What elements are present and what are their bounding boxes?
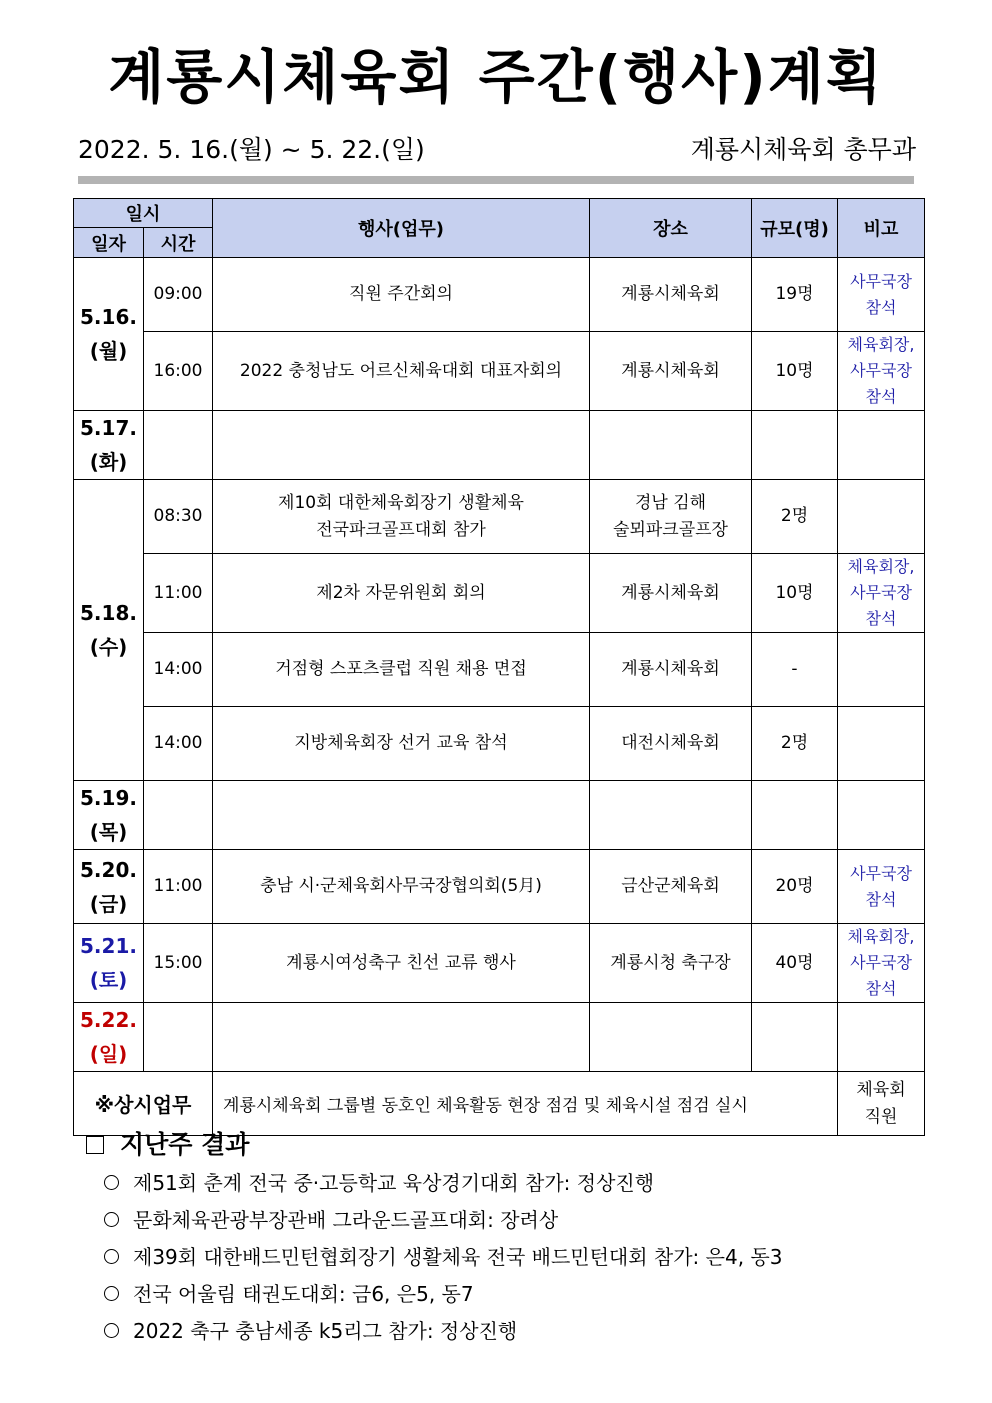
list-item	[86, 1239, 916, 1276]
schedule-body	[74, 258, 925, 1136]
remark-text: 사무국장	[850, 583, 912, 602]
list-item-text: 제39회 대한배드민턴협회장기 생활체육 전국 배드민턴대회 참가: 은4, 동3	[133, 1245, 783, 1269]
time-cell	[144, 850, 213, 924]
event-cell	[213, 411, 590, 480]
scale-cell	[752, 781, 838, 850]
time-cell	[144, 1003, 213, 1072]
place-text: 경남 김해	[634, 492, 707, 513]
weekday-text: (토)	[89, 968, 128, 992]
time-cell	[144, 924, 213, 1003]
always-text: 계룡시체육회 그룹별 동호인 체육활동 현장 점검 및 체육시설 점검 실시	[213, 1072, 838, 1136]
scale-text: 10명	[775, 582, 814, 603]
time-cell	[144, 258, 213, 332]
time-text: 08:30	[153, 506, 203, 526]
scale-text: 2명	[780, 506, 809, 526]
scale-text: 2명	[780, 733, 809, 753]
header-date: 일자	[74, 228, 144, 258]
place-cell	[590, 332, 752, 411]
last-week-list	[86, 1165, 916, 1350]
remark-text: 사무국장	[850, 863, 912, 883]
table-row	[74, 258, 925, 332]
schedule-table	[73, 198, 925, 1136]
header-remark: 비고	[838, 199, 925, 258]
place-cell	[590, 781, 752, 850]
place-cell	[590, 480, 752, 554]
remark-text: 참석	[865, 609, 897, 628]
table-row	[74, 480, 925, 554]
place-cell	[590, 850, 752, 924]
date-cell	[74, 411, 144, 480]
place-cell	[590, 1003, 752, 1072]
place-cell	[590, 554, 752, 633]
time-text: 16:00	[153, 360, 203, 381]
time-text: 11:00	[153, 582, 203, 603]
time-text: 09:00	[153, 284, 203, 304]
remark-text: 체육회장,	[847, 335, 915, 354]
date-cell	[74, 480, 144, 781]
table-row	[74, 633, 925, 707]
always-remark-text: 체육회	[856, 1079, 906, 1100]
header-time: 시간	[144, 228, 213, 258]
circle-bullet-icon	[104, 1175, 119, 1190]
remark-text: 참석	[865, 297, 897, 317]
scale-cell	[752, 707, 838, 781]
time-cell	[144, 332, 213, 411]
time-cell	[144, 707, 213, 781]
table-row	[74, 411, 925, 480]
date-cell	[74, 781, 144, 850]
weekday-text: (금)	[89, 891, 128, 916]
remark-text: 체육회장,	[847, 927, 915, 946]
event-cell	[213, 707, 590, 781]
table-row	[74, 924, 925, 1003]
circle-bullet-icon	[104, 1286, 119, 1301]
weekday-text: (월)	[89, 339, 128, 363]
scale-cell	[752, 411, 838, 480]
list-item-text: 전국 어울림 태권도대회: 금6, 은5, 동7	[133, 1282, 474, 1306]
scale-cell	[752, 554, 838, 633]
event-cell	[213, 1003, 590, 1072]
place-text: 계룡시체육회	[621, 360, 720, 381]
place-cell	[590, 924, 752, 1003]
table-row	[74, 850, 925, 924]
last-week-section	[86, 1125, 916, 1350]
event-text: 2022 충청남도 어르신체육대회 대표자회의	[239, 360, 563, 381]
always-remark-text: 직원	[864, 1106, 898, 1127]
remark-cell	[838, 258, 925, 332]
header-event: 행사(업무)	[213, 199, 590, 258]
place-text: 계룡시체육회	[621, 582, 720, 603]
list-item	[86, 1313, 916, 1350]
event-text: 지방체육회장 선거 교육 참석	[294, 733, 508, 753]
scale-cell	[752, 1003, 838, 1072]
remark-cell	[838, 781, 925, 850]
event-cell	[213, 633, 590, 707]
date-text: 5.16.	[80, 305, 137, 329]
last-week-title	[86, 1125, 916, 1165]
scale-cell	[752, 332, 838, 411]
event-text: 직원 주간회의	[349, 284, 453, 304]
date-text: 5.17.	[80, 416, 137, 440]
period-text: 2022. 5. 16.(월) ~ 5. 22.(일)	[78, 135, 425, 164]
time-text: 15:00	[153, 952, 203, 973]
header-scale: 규모(명)	[752, 199, 838, 258]
scale-cell	[752, 924, 838, 1003]
date-cell	[74, 258, 144, 411]
page-title: 계룡시체육회 주간(행사)계획	[108, 43, 884, 111]
date-text: 5.18.	[80, 601, 137, 625]
list-item-text: 문화체육관광부장관배 그라운드골프대회: 장려상	[133, 1208, 559, 1232]
place-text: 금산군체육회	[621, 876, 720, 896]
event-text: 계룡시여성축구 친선 교류 행사	[286, 952, 516, 973]
event-cell	[213, 554, 590, 633]
circle-bullet-icon	[104, 1323, 119, 1338]
scale-text: -	[791, 659, 798, 679]
weekday-text: (목)	[89, 820, 128, 844]
scale-text: 40명	[775, 952, 814, 973]
remark-text: 체육회장,	[847, 557, 915, 576]
last-week-title-text: 지난주 결과	[120, 1130, 250, 1159]
event-cell	[213, 850, 590, 924]
table-row	[74, 707, 925, 781]
date-cell	[74, 1003, 144, 1072]
event-cell	[213, 332, 590, 411]
remark-cell	[838, 332, 925, 411]
remark-cell	[838, 411, 925, 480]
time-text: 14:00	[153, 733, 203, 753]
divider-bar	[78, 176, 914, 184]
event-text: 충남 시·군체육회사무국장협의회(5月)	[260, 876, 542, 896]
time-cell	[144, 411, 213, 480]
header-datetime: 일시	[74, 199, 213, 228]
table-row	[74, 781, 925, 850]
event-text: 거점형 스포츠클럽 직원 채용 면접	[275, 659, 527, 679]
scale-cell	[752, 480, 838, 554]
list-item	[86, 1165, 916, 1202]
table-row	[74, 554, 925, 633]
scale-cell	[752, 258, 838, 332]
scale-text: 10명	[775, 360, 814, 381]
time-cell	[144, 480, 213, 554]
scale-cell	[752, 850, 838, 924]
remark-cell	[838, 554, 925, 633]
remark-text: 참석	[865, 979, 897, 998]
weekday-text: (수)	[89, 635, 128, 659]
place-text: 계룡시체육회	[621, 284, 720, 304]
time-cell	[144, 554, 213, 633]
list-item-text: 제51회 춘계 전국 중·고등학교 육상경기대회 참가: 정상진행	[133, 1171, 655, 1195]
place-text: 대전시체육회	[621, 733, 720, 753]
remark-text: 사무국장	[850, 361, 912, 380]
remark-text: 사무국장	[850, 953, 912, 972]
list-item	[86, 1202, 916, 1239]
event-cell	[213, 258, 590, 332]
date-text: 5.21.	[80, 934, 137, 958]
table-row	[74, 332, 925, 411]
place-text-line2: 술뫼파크골프장	[613, 519, 728, 540]
remark-text: 참석	[865, 889, 897, 909]
remark-cell	[838, 1003, 925, 1072]
weekday-text: (일)	[89, 1042, 128, 1066]
scale-text: 19명	[775, 284, 814, 304]
time-text: 14:00	[153, 659, 203, 679]
date-text: 5.22.	[80, 1008, 137, 1032]
circle-bullet-icon	[104, 1249, 119, 1264]
remark-text: 사무국장	[850, 271, 912, 291]
place-cell	[590, 411, 752, 480]
list-item	[86, 1276, 916, 1313]
place-text: 계룡시청 축구장	[610, 952, 731, 973]
event-cell	[213, 924, 590, 1003]
remark-cell	[838, 707, 925, 781]
place-cell	[590, 633, 752, 707]
remark-cell	[838, 850, 925, 924]
date-text: 5.20.	[80, 857, 137, 882]
date-cell	[74, 850, 144, 924]
time-text: 11:00	[153, 876, 203, 896]
event-cell	[213, 480, 590, 554]
remark-cell	[838, 633, 925, 707]
header-place: 장소	[590, 199, 752, 258]
always-label: ※상시업무	[74, 1072, 213, 1136]
circle-bullet-icon	[104, 1212, 119, 1227]
remark-cell	[838, 924, 925, 1003]
weekday-text: (화)	[89, 450, 128, 474]
table-row	[74, 1003, 925, 1072]
department-text: 계룡시체육회 총무과	[690, 135, 916, 164]
time-cell	[144, 781, 213, 850]
date-text: 5.19.	[80, 786, 137, 810]
event-text: 제10회 대한체육회장기 생활체육	[278, 492, 524, 513]
event-text: 제2차 자문위원회 회의	[316, 582, 486, 603]
time-cell	[144, 633, 213, 707]
list-item-text: 2022 축구 충남세종 k5리그 참가: 정상진행	[133, 1319, 518, 1343]
event-cell	[213, 781, 590, 850]
checkbox-square-icon	[86, 1136, 104, 1154]
place-cell	[590, 707, 752, 781]
scale-text: 20명	[775, 876, 814, 896]
remark-cell	[838, 480, 925, 554]
date-cell	[74, 924, 144, 1003]
place-text: 계룡시체육회	[621, 659, 720, 679]
place-cell	[590, 258, 752, 332]
subheader	[78, 130, 916, 170]
remark-text: 참석	[865, 387, 897, 406]
event-text-line2: 전국파크골프대회 참가	[316, 519, 486, 540]
scale-cell	[752, 633, 838, 707]
